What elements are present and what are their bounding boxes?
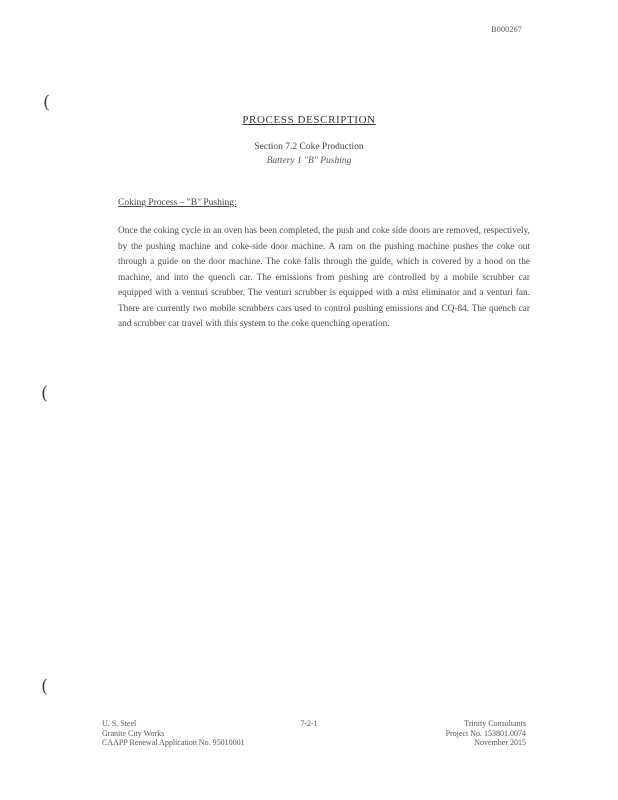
process-paragraph: Once the coking cycle in an oven has been completed, the push and coke side doors are removed, respectively, by the pushing machine and coke-side door machine. A ram on the pushing machine pushes the coke out through a guide on the door machine. The coke falls through the guide, which is covered by a hood on the machine, and into the quench car. The emissions from pushing are controlled by a mobile scrubber car equipped with a venturi scrubber. The venturi scrubber is equipped with a mist eliminator and a venturi fan. There are currently two mobile scrubbers cars used to control pushing emissions and CQ-84. The quench car and scrubber car travel with this system to the coke quenching operation. [118,226,530,329]
section-title: Section 7.2 Coke Production [254,142,364,152]
footer-project-number: Project No. 153801.0074 [445,728,526,738]
footer-facility: Granite City Works [102,728,165,738]
subsection-title: Battery 1 "B" Pushing [266,156,352,166]
footer-right [446,719,526,748]
process-heading: Coking Process – "B" Pushing: [118,198,237,208]
punch-hole-mark-top: ( [43,92,51,113]
punch-hole-mark-bottom: ( [41,676,49,697]
footer-application: CAAPP Renewal Application No. 95010001 [102,738,245,747]
page-title: PROCESS DESCRIPTION [242,114,376,126]
footer-consultant: Trinity Consultants [464,719,526,728]
footer-page-number: 7-2-1 [300,719,318,728]
footer-date: November 2015 [474,738,526,747]
punch-hole-mark-middle: ( [41,383,49,404]
document-id: B000267 [491,25,522,34]
footer-company: U. S. Steel [102,719,137,728]
